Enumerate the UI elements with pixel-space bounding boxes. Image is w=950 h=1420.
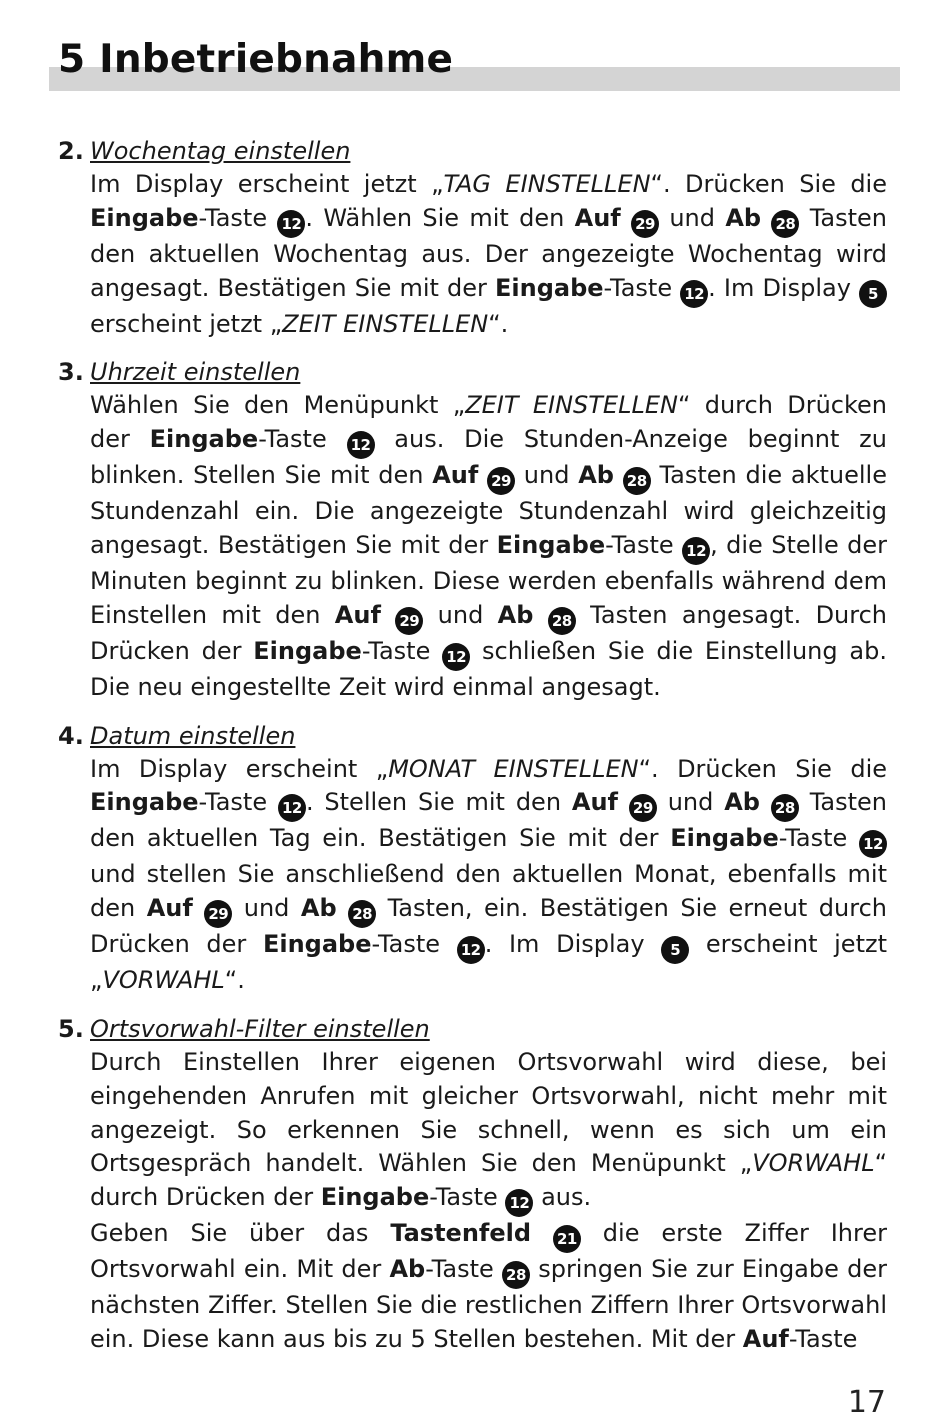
key-ref-auf-icon: 29 [631,210,659,238]
key-ref-ab-icon: 28 [771,210,799,238]
step-5 [58,1012,887,1357]
key-ref-ab-icon: 28 [502,1261,530,1289]
step-title: Datum einstellen [90,721,296,750]
step-number: 2. [58,137,84,165]
key-ref-eingabe-icon: 12 [457,936,485,964]
step-title: Ortsvorwahl-Filter einstellen [90,1014,430,1043]
display-ref-icon: 5 [661,936,689,964]
step-title: Uhrzeit einstellen [90,358,301,387]
key-ref-eingabe-icon: 12 [277,210,305,238]
key-ref-ab-icon: 28 [348,900,376,928]
key-ref-auf-icon: 29 [395,607,423,635]
chapter-title: 5 Inbetriebnahme [58,37,454,82]
page-number: 17 [847,1385,886,1420]
key-ref-eingabe-icon: 12 [278,794,306,822]
key-ref-eingabe-icon: 12 [442,643,470,671]
step-text: Wählen Sie den Menüpunkt „ZEIT EINSTELLEN“ durch Drücken der Eingabe-Taste 12 aus. Die Stunden-Anzeige beginnt zu blinken. Stellen Sie mit den Auf 29 und Ab 28 Tasten die aktuelle Stundenzahl ein. Die angezeigte Stundenzahl wird gleichzeitig angesagt. Bestätigen Sie mit der Eingabe-Taste 12 , die Stelle der Minuten beginnt zu blinken. Diese werden ebenfalls während dem Einstellen mit den Auf 29 und Ab 28 Tasten angesagt. Durch Drücken der Eingabe-Taste 12 schließen Sie die Einstellung ab. Die neu eingestellte Zeit wird einmal angesagt. [90,391,888,701]
page-content [58,134,888,1371]
step-number: 3. [58,358,84,387]
step-text: Im Display erscheint „MONAT EINSTELLEN“. Drücken Sie die Eingabe-Taste 12 . Stellen Sie mit den Auf 29 und Ab 28 Tasten den aktuellen Tag ein. Bestätigen Sie mit der Eingabe-Taste 12 und stellen Sie anschließend den aktuellen Monat, ebenfalls mit den Auf 29 und Ab 28 Tasten, ein. Bestätigen Sie erneut durch Drücken der Eingabe-Taste 12 . Im Display 5 erscheint jetzt „VORWAHL“. [90,754,887,995]
step-3 [58,355,888,704]
step-number: 4. [58,721,84,750]
step-number: 5. [58,1014,84,1043]
key-ref-eingabe-icon: 12 [347,431,375,459]
key-ref-ab-icon: 28 [623,467,651,495]
step-4 [58,719,887,998]
step-2 [58,134,887,341]
key-ref-eingabe-icon: 12 [680,280,708,308]
key-ref-eingabe-icon: 12 [682,537,710,565]
key-ref-ab-icon: 28 [771,794,799,822]
key-ref-auf-icon: 29 [629,794,657,822]
step-text: Im Display erscheint jetzt „TAG EINSTELLEN“. Drücken Sie die Eingabe-Taste 12 . Wählen Sie mit den Auf 29 und Ab 28 Tasten den aktuellen Wochentag aus. Der angezeigte Wochentag wird angesagt. Bestätigen Sie mit der Eingabe-Taste 12 . Im Display 5 erscheint jetzt „ZEIT EINSTELLEN“. [90,170,887,338]
key-ref-eingabe-icon: 12 [859,830,887,858]
keypad-ref-icon: 21 [553,1225,581,1253]
key-ref-eingabe-icon: 12 [505,1189,533,1217]
step-text-continued: Geben Sie über das Tastenfeld 21 die erste Ziffer Ihrer Ortsvorwahl ein. Mit der Ab-Taste 28 springen Sie zur Eingabe der nächsten Ziffer. Stellen Sie die restlichen Ziffern Ihrer Ortsvorwahl ein. Diese kann aus bis zu 5 Stellen bestehen. Mit der Auf-Taste [90,1219,887,1353]
step-title: Wochentag einstellen [90,137,351,165]
step-text: Durch Einstellen Ihrer eigenen Ortsvorwahl wird diese, bei eingehenden Anrufen mit gleicher Ortsvorwahl, nicht mehr mit angezeigt. So erkennen Sie schnell, wenn es sich um ein Ortsgespräch handelt. Wählen Sie den Menüpunkt „VORWAHL“ durch Drücken der Eingabe-Taste 12 aus. [90,1046,887,1217]
key-ref-auf-icon: 29 [487,467,515,495]
key-ref-ab-icon: 28 [548,607,576,635]
key-ref-auf-icon: 29 [204,900,232,928]
display-ref-icon: 5 [859,280,887,308]
